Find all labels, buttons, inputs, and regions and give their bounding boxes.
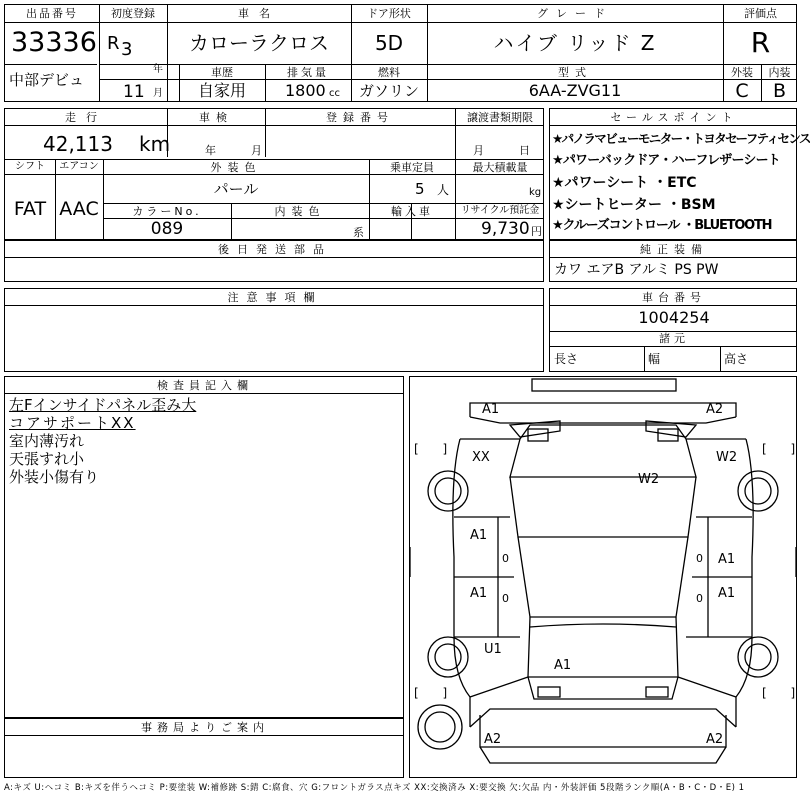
door-label: ドア形状 [367,7,411,20]
regno-label: 登録番号 [326,111,394,124]
score-label: 評価点 [744,7,777,20]
mileage-value: 42,113 [43,132,113,156]
sales-point-1: ★パノラマビューモニター・トヨタセーフティセンス [552,131,810,146]
sales-point-4: ★シートヒーター ・BSM [552,197,716,213]
notes-label: 注意事項欄 [227,291,323,304]
exterior-label: 外装 [731,66,753,79]
first-reg-label: 初度登録 [111,7,155,20]
sales-points-box [549,108,810,240]
model-label: 型式 [558,66,592,79]
width-label: 幅 [648,352,661,366]
mark-mirror-r1: 0 [696,552,703,565]
history-label: 車歴 [211,66,233,79]
inspector-line-1: 左Fインサイドパネル歪み大 [9,396,197,414]
colorno-value: 089 [150,219,184,239]
mark-rear-right: A2 [706,732,724,747]
mark-front-door-left: A1 [470,528,488,543]
first-reg-era: R [107,33,120,54]
exterior-score: C [735,80,749,102]
import-label: 輸入車 [391,205,433,218]
first-reg-year: 3 [121,39,133,60]
equipment-value: カワ エアB アルミ PS PW [554,262,719,278]
grade-value: ハイブ リッド Z [493,31,657,55]
mark-hood: W2 [638,472,660,487]
mark-front-door-right: A1 [718,552,736,567]
inspection-year-unit: 年 [205,144,216,157]
interior-label: 内装 [768,66,791,79]
bracket-right-top: [ ] [762,442,806,456]
shift-label: シフト [15,161,45,172]
color-value: パール [213,180,259,198]
mark-rear-left: A2 [484,732,502,747]
mileage-unit: km [139,132,171,156]
recycle-label: リサイクル預託金 [460,205,540,216]
length-label: 長さ [554,352,579,366]
inspection-label: 車検 [199,111,233,124]
bracket-left-bottom: [ ] [414,686,458,700]
model-value: 6AA-ZVG11 [528,81,622,100]
chassis-number: 1004254 [638,308,710,327]
mark-quarter-left: U1 [484,642,502,657]
displacement-value: 1800 [285,81,326,100]
history-value: 自家用 [197,81,246,100]
lot-label: 出品番号 [26,7,78,20]
dimensions-label: 諸元 [659,332,689,345]
mark-fender-right: W2 [716,450,738,465]
transfer-month-unit: 月 [473,144,484,157]
first-reg-month-unit: 月 [153,88,163,99]
car-diagram-box [409,376,806,778]
inspector-label: 検査員記入欄 [157,379,253,392]
bracket-right-bottom: [ ] [762,686,806,700]
mark-rear-door-left: A1 [470,586,488,601]
mark-fender-left: XX [472,450,490,465]
displacement-label: 排気量 [287,66,329,79]
door-value: 5D [374,31,404,55]
mark-mirror-l2: 0 [502,592,509,605]
office-notice-box [4,718,404,778]
equipment-label: 純正装備 [640,243,708,256]
transfer-label: 譲渡書類期限 [467,111,533,124]
later-parts-box [4,240,544,282]
colorno-label: カラーNo. [132,205,202,218]
load-unit: kg [529,187,542,198]
office-notice-label: 事務局よりご案内 [141,721,269,734]
recycle-unit: 円 [531,225,542,238]
header-box [4,4,797,102]
inspector-line-3: 室内薄汚れ [9,432,85,450]
intcolor-label: 内装色 [274,205,326,218]
mark-front-right: A2 [706,402,724,417]
capacity-label: 乗車定員 [390,161,434,174]
displacement-unit: cc [329,88,340,99]
mark-roof: A1 [554,658,572,673]
ac-label: エアコン [59,161,99,172]
debut-label: 中部デビュ [9,71,85,89]
capacity-unit: 人 [437,183,450,197]
recycle-value: 9,730 [481,219,530,239]
sales-point-3: ★パワーシート ・ETC [552,175,697,191]
load-label: 最大積載量 [472,161,528,174]
car-name: カローラクロス [189,31,329,55]
notes-box [4,288,544,372]
color-label: 外装色 [210,161,262,174]
transfer-day-unit: 日 [519,144,530,157]
score-value: R [750,26,771,59]
sales-points-label: セールスポイント [610,111,738,124]
mark-mirror-l1: 0 [502,552,509,565]
fuel-label: 燃料 [378,66,400,79]
fuel-value: ガソリン [358,82,419,100]
inspector-line-5: 外装小傷有り [9,468,100,486]
sales-point-5: ★クルーズコントロール ・BLUETOOTH [552,218,772,233]
height-label: 高さ [724,352,749,366]
first-reg-month: 11 [123,82,145,102]
mileage-label: 走行 [65,111,107,124]
vehicle-details-box [4,108,544,240]
first-reg-year-unit: 年 [153,64,163,75]
inspection-month-unit: 月 [251,144,262,157]
mark-mirror-r2: 0 [696,592,703,605]
chassis-label: 車台番号 [642,291,706,304]
equipment-box [549,240,797,282]
inspector-line-4: 天張すれ小 [9,450,85,468]
ac-value: AAC [59,198,99,220]
capacity-value: 5 [415,180,425,198]
legend-footer: A:キズ U:ヘコミ B:キズを伴うヘコミ P:要塗装 W:補修跡 S:錆 C:腐食、穴 G:フロントガラス点キズ XX:交換済み X:要交換 欠:欠品 内・外装評価 5段階ランク順(A・B・C・D・E) 1 [4,783,745,793]
mark-rear-door-right: A1 [718,586,736,601]
grade-label: グレード [537,7,613,20]
intcolor-unit: 系 [353,226,364,239]
bracket-left-top: [ ] [414,442,458,456]
chassis-box [549,288,797,372]
car-diagram-drawing [410,377,796,777]
lot-number: 33336 [11,27,97,58]
inspector-line-2: コアサポートXX [9,414,136,432]
later-parts-label: 後日発送部品 [218,243,332,256]
sales-point-2: ★パワーバックドア・ハーフレザーシート [552,153,780,168]
interior-score: B [772,80,787,102]
car-name-label: 車名 [238,7,280,20]
inspector-box [4,376,404,718]
shift-value: FAT [13,198,47,220]
mark-front-left: A1 [482,402,500,417]
